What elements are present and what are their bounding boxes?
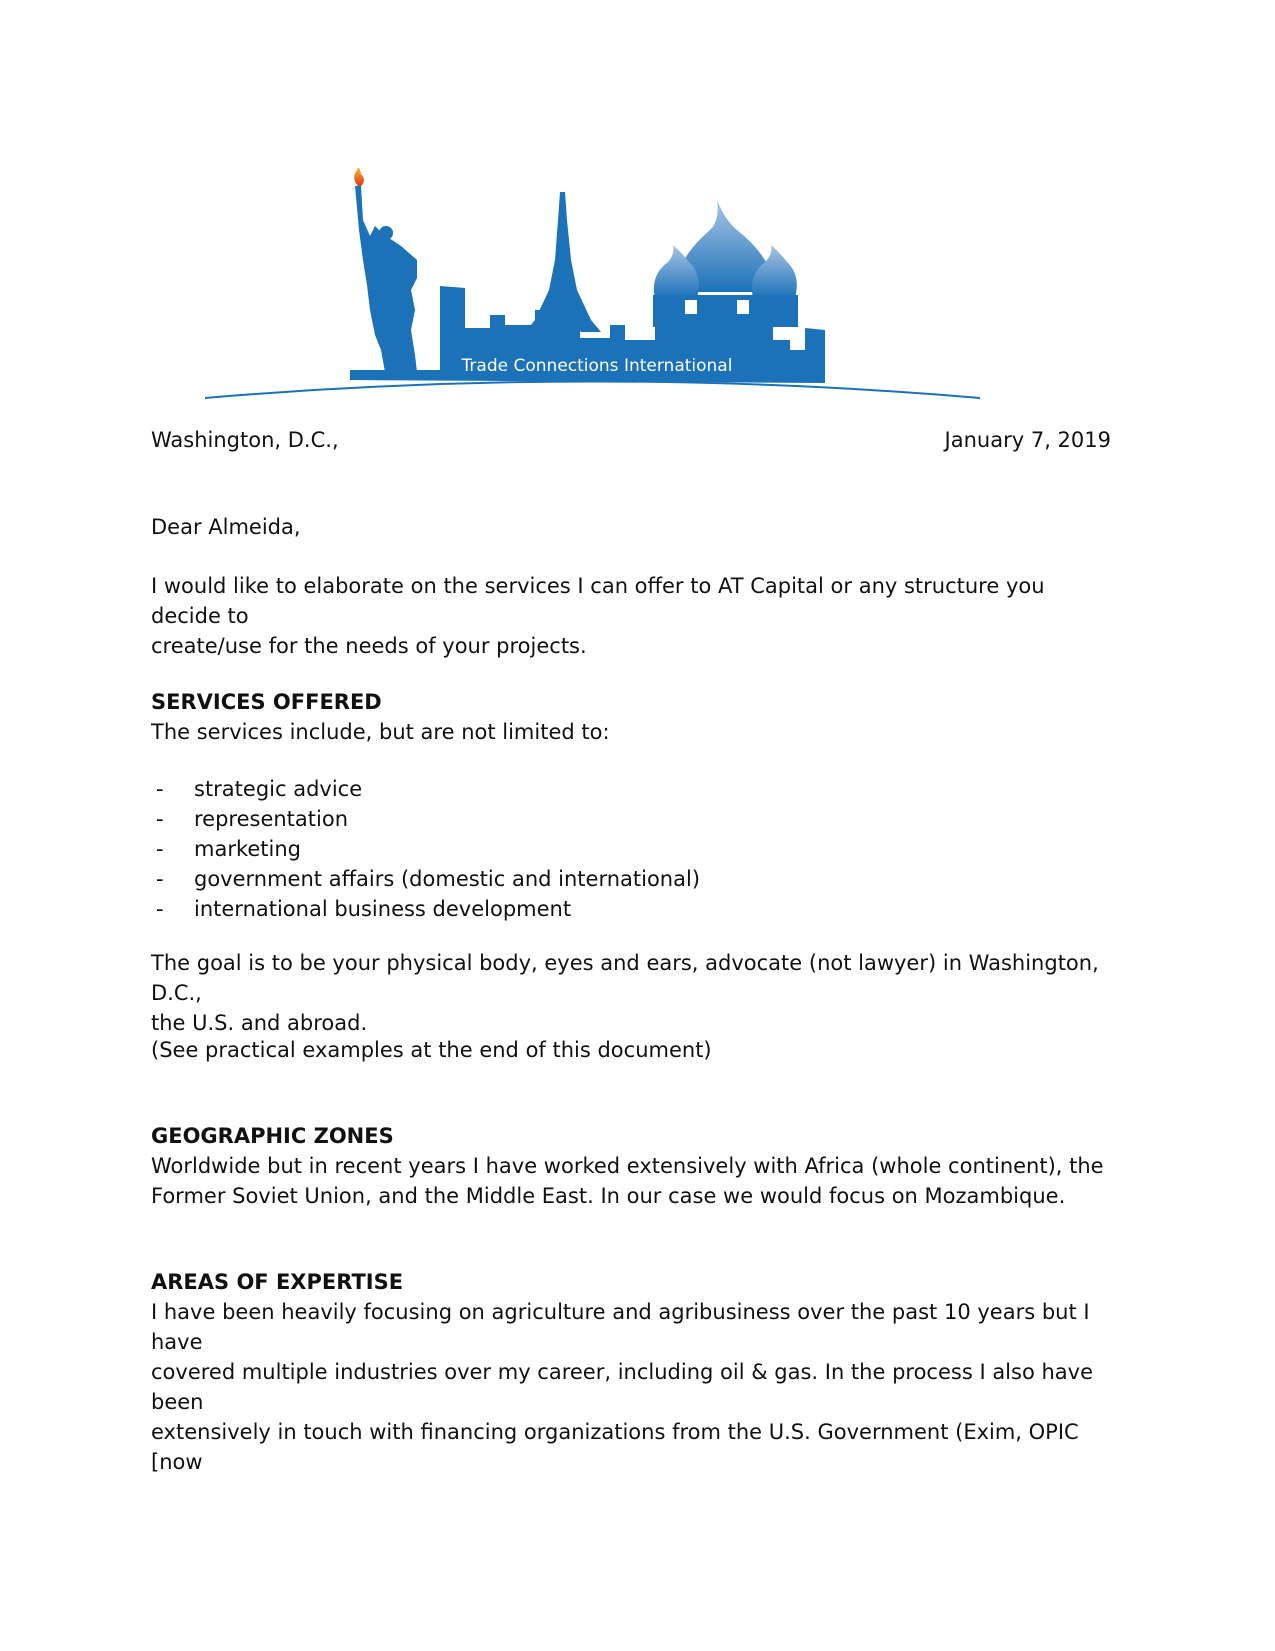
service-item-label: marketing xyxy=(194,837,301,861)
service-item-label: representation xyxy=(194,807,349,831)
dash-bullet: - xyxy=(156,867,164,891)
service-item-label: government affairs (domestic and international) xyxy=(194,867,701,891)
dash-bullet: - xyxy=(156,837,164,861)
list-item xyxy=(151,774,1111,804)
company-logo xyxy=(205,150,1065,420)
expertise-line: extensively in touch with financing organizations from the U.S. Government (Exim, OPIC [now xyxy=(151,1420,1079,1474)
list-item xyxy=(151,894,1111,924)
letter-place: Washington, D.C., xyxy=(151,428,339,452)
service-item-label: international business development xyxy=(194,897,572,921)
geographic-line: Worldwide but in recent years I have worked extensively with Africa (whole continent), the xyxy=(151,1154,1104,1178)
geographic-section xyxy=(151,1121,1111,1211)
services-lead: The services include, but are not limited to: xyxy=(151,720,610,744)
list-item xyxy=(151,804,1111,834)
dash-bullet: - xyxy=(156,777,164,801)
horizon-arc xyxy=(205,382,980,399)
letter-date: January 7, 2019 xyxy=(944,428,1111,452)
list-item xyxy=(151,834,1111,864)
dash-bullet: - xyxy=(156,897,164,921)
geographic-heading: GEOGRAPHIC ZONES xyxy=(151,1124,394,1148)
logo-company-name: Trade Connections International xyxy=(461,356,733,376)
salutation: Dear Almeida, xyxy=(151,515,301,539)
torch-flame-icon xyxy=(354,168,364,186)
onion-domes-icon xyxy=(653,200,798,327)
intro-line: create/use for the needs of your projects. xyxy=(151,634,587,658)
services-list xyxy=(151,774,1111,924)
goal-paragraph xyxy=(151,948,1111,1038)
services-heading: SERVICES OFFERED xyxy=(151,690,382,714)
expertise-line: covered multiple industries over my career, including oil & gas. In the process I also have been xyxy=(151,1360,1094,1414)
list-item xyxy=(151,864,1111,894)
expertise-heading: AREAS OF EXPERTISE xyxy=(151,1270,404,1294)
intro-paragraph xyxy=(151,571,1111,661)
dash-bullet: - xyxy=(156,807,164,831)
letter-header xyxy=(151,425,1111,455)
expertise-section xyxy=(151,1267,1111,1477)
see-examples-note: (See practical examples at the end of this document) xyxy=(151,1038,712,1062)
statue-of-liberty-icon xyxy=(355,186,417,372)
services-section xyxy=(151,687,1111,747)
service-item-label: strategic advice xyxy=(194,777,363,801)
geographic-line: Former Soviet Union, and the Middle East. In our case we would focus on Mozambique. xyxy=(151,1184,1066,1208)
expertise-line: I have been heavily focusing on agriculture and agribusiness over the past 10 years but I have xyxy=(151,1300,1090,1354)
goal-line: The goal is to be your physical body, eyes and ears, advocate (not lawyer) in Washington, D.C., xyxy=(151,951,1099,1005)
goal-line: the U.S. and abroad. xyxy=(151,1011,368,1035)
intro-line: I would like to elaborate on the services I can offer to AT Capital or any structure you decide to xyxy=(151,574,1045,628)
